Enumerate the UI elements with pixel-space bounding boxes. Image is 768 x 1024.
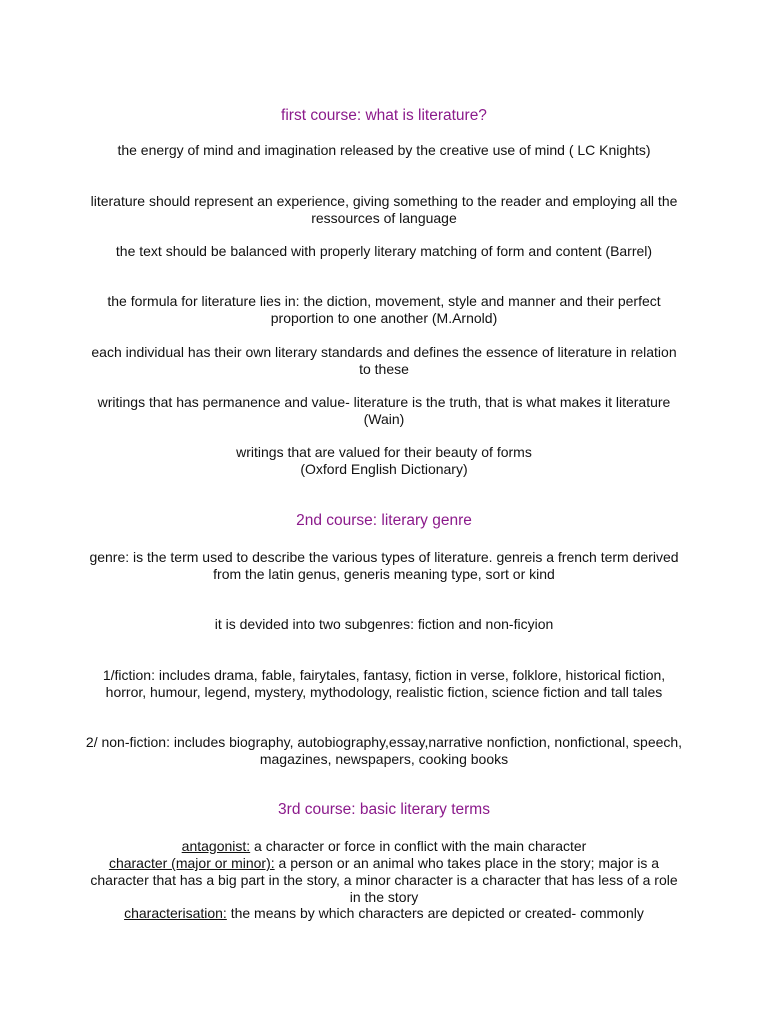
course2-heading: 2nd course: literary genre — [296, 512, 472, 529]
term-entry — [84, 905, 684, 922]
term-definition: a character or force in conflict with the main character — [250, 838, 587, 854]
course1-heading: first course: what is literature? — [281, 107, 487, 124]
course1-paragraph-line: writings that are valued for their beauty of forms — [236, 444, 532, 460]
course2-paragraph: 1/fiction: includes drama, fable, fairytales, fantasy, fiction in verse, folklore, historical fiction, horror, humour, legend, mystery, mythodology, realistic fiction, science fiction and tall tales — [102, 667, 666, 700]
term-entry — [84, 838, 684, 855]
course1-paragraph: the formula for literature lies in: the diction, movement, style and manner and their perfect proportion to one another (M.Arnold) — [107, 293, 661, 326]
course2-paragraph: genre: is the term used to describe the various types of literature. genreis a french term derived from the latin genus, generis meaning type, sort or kind — [89, 549, 679, 582]
course1-paragraph: the text should be balanced with properly literary matching of form and content (Barrel) — [115, 243, 653, 259]
term-definition: the means by which characters are depicted or created- commonly — [226, 905, 644, 921]
course1-paragraph: writings that has permanence and value- literature is the truth, that is what makes it literature (Wain) — [97, 394, 671, 427]
course1-paragraph: each individual has their own literary standards and defines the essence of literature in relation to these — [91, 344, 677, 377]
term-entry — [84, 855, 684, 906]
course1-paragraph: literature should represent an experience, giving something to the reader and employing all the ressources of language — [90, 193, 678, 226]
course2-paragraph: it is devided into two subgenres: fiction and non-ficyion — [214, 616, 554, 632]
course2-paragraph: 2/ non-fiction: includes biography, autobiography,essay,narrative nonfiction, nonfictional, speech, magazines, newspapers, cooking books — [85, 734, 683, 767]
course1-paragraph-line: (Oxford English Dictionary) — [300, 461, 468, 477]
term-label: characterisation: — [124, 905, 227, 921]
course1-paragraph: the energy of mind and imagination released by the creative use of mind ( LC Knights) — [117, 142, 651, 158]
course3-heading: 3rd course: basic literary terms — [278, 801, 490, 818]
term-definition: a person or an animal who takes place in the story; major is a character that has a big part in the story, a minor character is a character that has less of a role in the story — [90, 855, 678, 905]
term-label: antagonist: — [181, 838, 251, 854]
term-label: character (major or minor): — [108, 855, 275, 871]
